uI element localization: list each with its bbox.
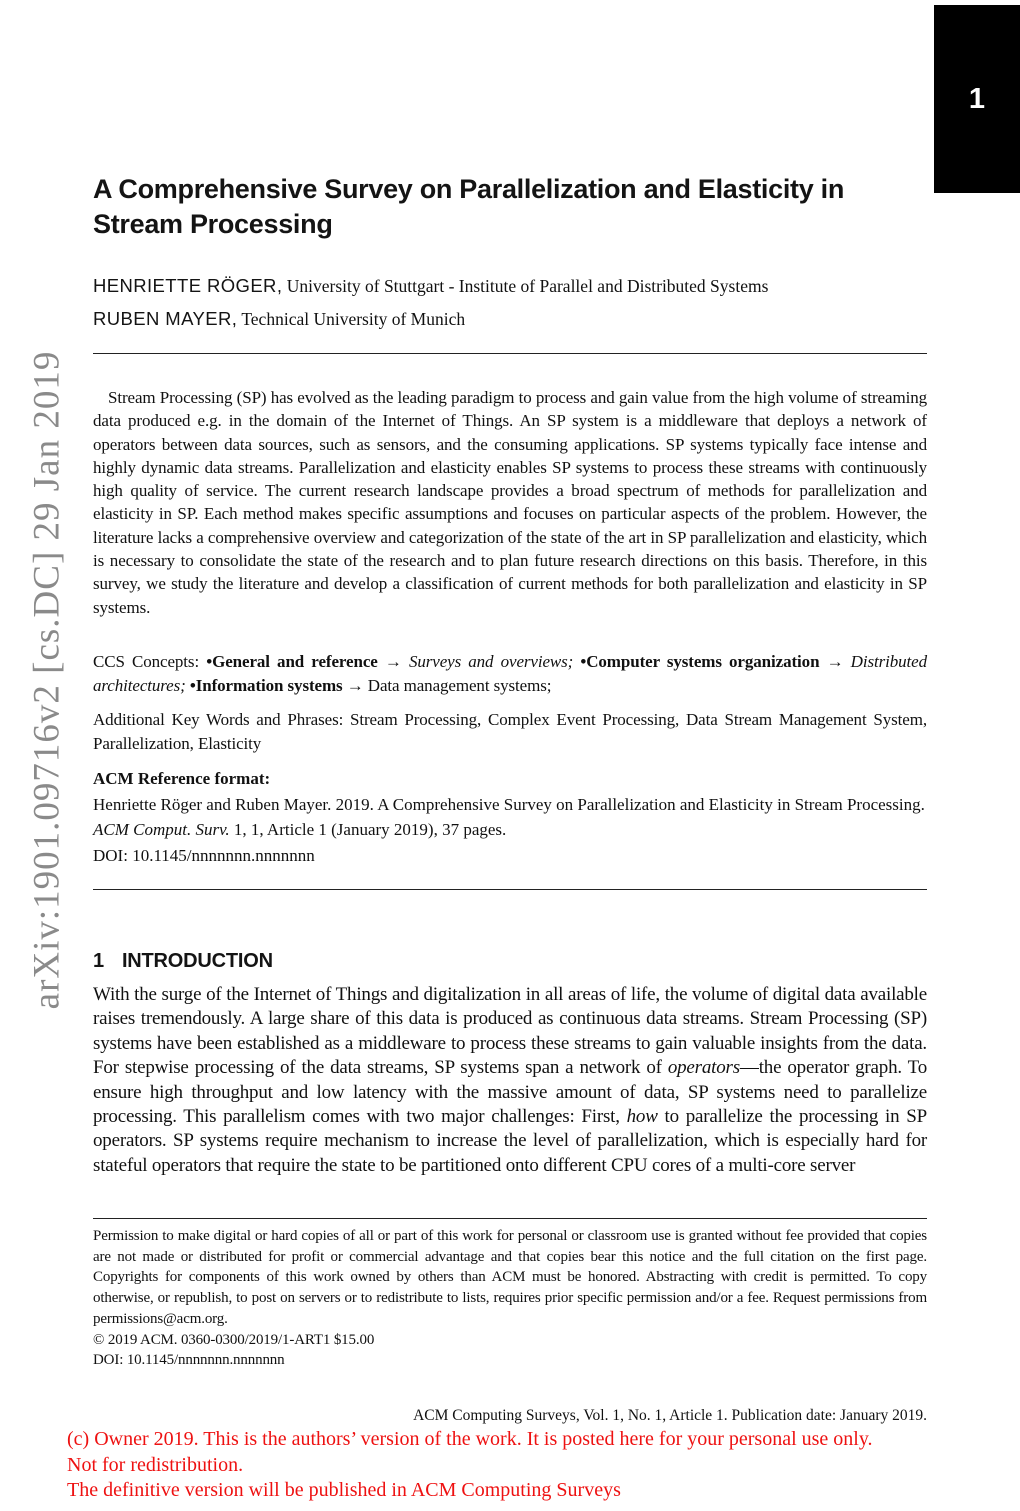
journal-footer: ACM Computing Surveys, Vol. 1, No. 1, Article 1. Publication date: January 2019. (413, 1407, 927, 1424)
abstract-text: Stream Processing (SP) has evolved as the leading paradigm to process and gain value from the high volume of streaming data produced e.g. in the domain of the Internet of Things. An SP system is a middleware that deploys a network of operators between data sources, such as sensors, and the consuming applications. SP systems typically face intense and highly dynamic data streams. Parallelization and elasticity enables SP systems to process these streams with continuously high quality of service. The current research landscape provides a broad spectrum of methods for parallelization and elasticity in SP. Each method makes specific assumptions and focuses on particular aspects of the problem. However, the literature lacks a comprehensive overview and categorization of the state of the art in SP parallelization and elasticity, which is necessary to consolidate the state of the research and to plan future research directions on this basis. Therefore, in this survey, we study the literature and develop a classification of current methods for both parallelization and elasticity in SP systems. (93, 388, 927, 617)
footnote-block (93, 1226, 927, 1371)
introduction-paragraph: With the surge of the Internet of Things and digitalization in all areas of life, the volume of digital data available raises tremendously. A large share of this data is produced as continuous data streams. Stream Processing (SP) systems have been established as a middleware to process these streams to gain valuable insights from the data. For stepwise processing of the data streams, SP systems span a network of operators—the operator graph. To ensure high throughput and low latency with the massive amount of data, SP systems need to parallelize processing. This parallelism comes with two major challenges: First, how to parallelize the processing in SP operators. SP systems require mechanism to increase the level of parallelization, which is especially hard for stateful operators that require the state to be partitioned onto different CPU cores of a multi-core server (93, 984, 927, 1176)
section-number: 1 (93, 950, 104, 972)
author-block (93, 271, 768, 336)
section-heading-introduction (93, 950, 273, 973)
copyright-line: © 2019 ACM. 0360-0300/2019/1-ART1 $15.00 (93, 1331, 375, 1348)
footnote-rule (93, 1218, 927, 1219)
acm-reference-heading: ACM Reference format: (93, 769, 271, 788)
authors-version-notice (67, 1427, 1017, 1504)
footnote-doi: DOI: 10.1145/nnnnnnn.nnnnnnn (93, 1352, 285, 1369)
author-affiliation: Technical University of Munich (237, 308, 466, 329)
section-title: INTRODUCTION (121, 950, 273, 972)
page-number-box (934, 5, 1020, 193)
notice-line: The definitive version will be published in ACM Computing Surveys (67, 1479, 621, 1501)
notice-line: (c) Owner 2019. This is the authors’ version of the work. It is posted here for your personal use only. (67, 1428, 873, 1450)
author-affiliation: University of Stuttgart - Institute of Parallel and Distributed Systems (282, 276, 769, 296)
acm-reference-citation: Henriette Röger and Ruben Mayer. 2019. A Comprehensive Survey on Parallelization and Elasticity in Stream Processing. ACM Comput. Surv. 1, 1, Article 1 (January 2019), 37 pages. (93, 794, 925, 840)
ccs-concepts: CCS Concepts: •General and reference → Surveys and overviews; •Computer systems organization → Distributed architectures; •Information systems → Data management systems; (93, 652, 927, 695)
keywords-text: Additional Key Words and Phrases: Stream Processing, Complex Event Processing, Data Stream Management System, Parallelization, Elasticity (93, 710, 927, 753)
paper-title (93, 172, 844, 242)
page-number: 1 (968, 82, 986, 115)
arxiv-watermark: arXiv:1901.09716v2 [cs.DC] 29 Jan 2019 (26, 350, 68, 1010)
notice-line: Not for redistribution. (67, 1453, 244, 1476)
author-name: RUBEN MAYER, (93, 307, 238, 329)
author-row (93, 271, 768, 304)
author-row (93, 304, 768, 337)
divider-above-introduction (93, 889, 927, 890)
acm-reference-block (93, 766, 927, 869)
author-name: HENRIETTE RÖGER, (93, 275, 283, 296)
paper-title-line1: A Comprehensive Survey on Parallelization and Elasticity in (93, 174, 845, 204)
acm-reference-doi: DOI: 10.1145/nnnnnnn.nnnnnnn (93, 846, 315, 866)
paper-title-line2: Stream Processing (93, 209, 333, 239)
permission-text: Permission to make digital or hard copies of all or part of this work for personal or classroom use is granted without fee provided that copies are not made or distributed for profit or commercial advantage and that copies bear this notice and the full citation on the first page. Copyrights for components of this work owned by others than ACM must be honored. Abstracting with credit is permitted. To copy otherwise, or republish, to post on servers or to redistribute to lists, requires prior specific permission and/or a fee. Request permissions from permissions@acm.org. (93, 1228, 927, 1327)
divider-under-authors (93, 353, 927, 354)
